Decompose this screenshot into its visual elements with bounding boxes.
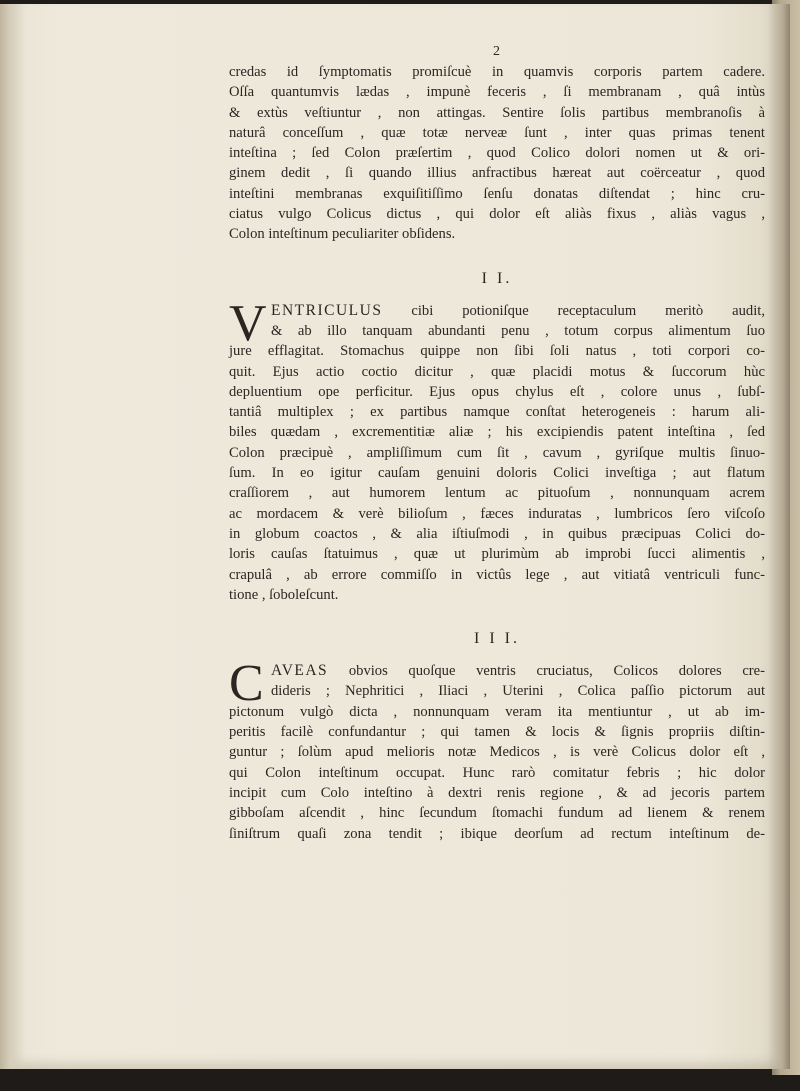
text-line: ginem dedit , ſi quando illius anfractibus hæreat aut coërceatur , quod [229,165,765,182]
text-line: in globum coactos , & alia iſtiuſmodi , in quibus præcipuas Colici do- [229,525,765,542]
text-line: peritis facilè confundantur ; qui tamen & locis & ſignis propriis diſtin- [229,724,765,741]
text-line: ſiniſtrum quaſi zona tendit ; ibique deorſum ad rectum inteſtinum de- [229,825,765,842]
text-line: & ab illo tanquam abundanti penu , totum corpus alimentum ſuo [271,322,765,339]
text-line: Oſſa quantumvis lædas , impunè feceris , ſi membranam , quâ intùs [229,84,765,101]
text-line [229,301,765,321]
text-line: tione , ſoboleſcunt. [229,586,339,603]
text-line: tantiâ multiplex ; ex partibus namque conſtat heterogeneis : harum ali- [229,404,765,421]
text-line: naturâ conceſſum , quæ totæ nerveæ ſunt , inter quas primas tenent [229,124,765,141]
lead-word: ENTRICULUS [271,301,383,319]
text-line: incipit cum Colo inteſtino à dextri renis regione , & ad jecoris partem [229,784,765,801]
section-3-paragraph [229,655,765,844]
text-line: dideris ; Nephritici , Iliaci , Uterini , Colica paſſio pictorum aut [271,683,765,700]
text-line: quit. Ejus actio coctio dicitur , quæ placidi motus & ſuccorum hùc [229,363,765,380]
drop-cap: V [229,294,267,352]
text-line: credas id ſymptomatis promiſcuè in quamvis corporis partem cadere. [229,64,765,80]
text-line: inteſtina ; ſed Colon præſertim , quod Colico dolori nomen ut & ori- [229,145,765,162]
text-line: pictonum vulgò dicta , nonnunquam veram ita mentiuntur , ut ab im- [229,703,765,720]
section-number-2: I I. [481,269,513,287]
section-2-paragraph [229,294,765,605]
text-line: jure efflagitat. Stomachus quippe non ſibi ſoli natus , toti corpori co- [229,343,765,360]
text-line: ac mordacem & verè bilioſum , fæces induratas , lumbricos ſero viſcoſo [229,505,765,522]
text-line: guntur ; ſolùm apud melioris notæ Medicos , is verè Colicus dolor eſt , [229,744,765,761]
drop-cap: C [229,655,264,713]
lead-word: AVEAS [271,662,329,680]
intro-paragraph [229,62,765,245]
text-line: biles quædam , excrementitiæ aliæ ; his excipiendis patent inteſtina , ſed [229,424,765,441]
text-line: crapulâ , ab errore commiſſo in victûs lege , aut vitiatâ ventriculi func- [229,566,765,583]
text-line: ſum. In eo igitur cauſam genuini doloris Colici inveſtiga ; aut flatum [229,465,765,482]
page-edge-shadow [768,4,790,1069]
text-line: & extùs veſtiuntur , non attingas. Sentire ſolis partibus membranoſis à [229,104,765,121]
text-line: inteſtini membranas exquiſitiſſimo ſenſu donatas diſtendat ; hinc cru- [229,185,765,202]
text-block [229,40,765,844]
text-line: depluentium ope perficitur. Ejus opus chylus eſt , colore unus , ſubſ- [229,383,765,400]
page-number: 2 [493,44,501,59]
text-line: Colon inteſtinum peculiariter obſidens. [229,226,456,243]
text-line: gibboſam aſcendit , hinc ſecundum ſtomachi fundum ad lienem & renem [229,805,765,822]
text-line: Colon præcipuè , ampliſſimum cum ſit , cavum , gyriſque multis ſinuo- [229,444,765,461]
text-line: loris cauſas ſtatuimus , quæ ut plurimùm ab improbi ſucci alimentis , [229,546,765,563]
text-line: ciatus vulgo Colicus dictus , qui dolor eſt aliàs fixus , aliàs vagus , [229,206,765,223]
first-line-rest: cibi potioniſque receptaculum meritò audit, [411,302,765,319]
text-line: craſſiorem , aut humorem lentum ac pituoſum , nonnunquam acrem [229,485,765,502]
text-line: qui Colon inteſtinum occupat. Hunc rarò comitatur febris ; hic dolor [229,764,765,781]
page-gutter [0,4,26,1069]
first-line-rest: obvios quoſque ventris cruciatus, Colicos dolores cre- [348,663,765,680]
text-line [229,661,765,681]
section-number-3: I I I. [474,630,520,648]
